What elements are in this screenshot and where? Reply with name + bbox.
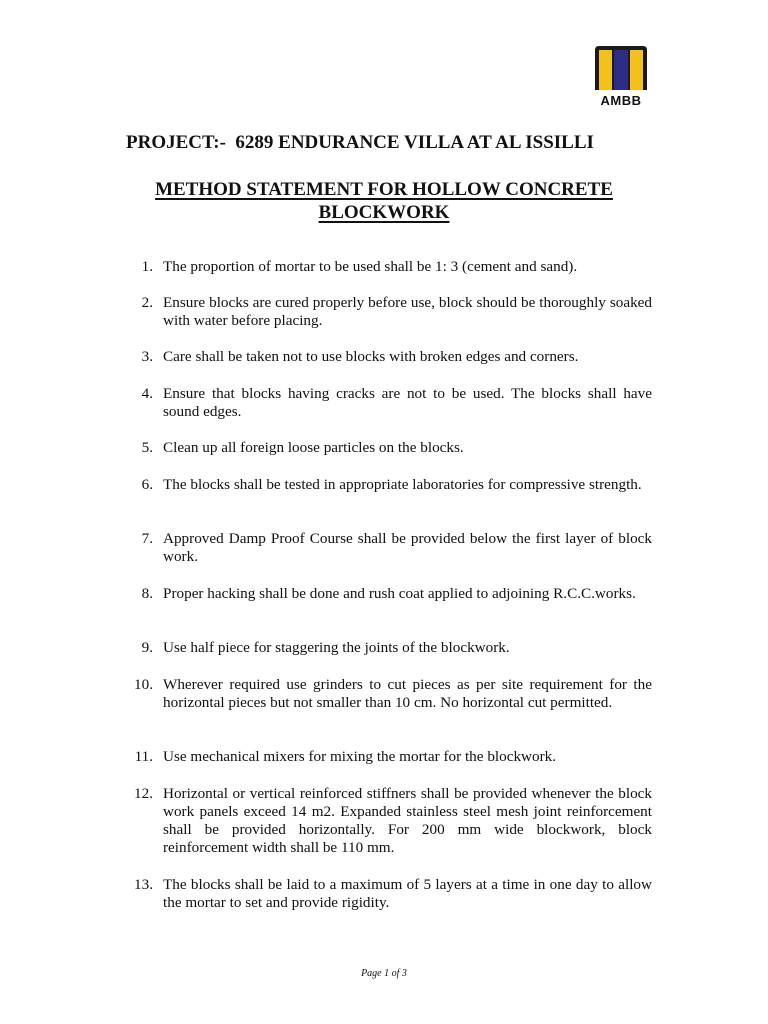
list-item-number: 3. bbox=[141, 348, 153, 365]
list-item-number: 12. bbox=[134, 785, 153, 802]
list-item bbox=[120, 748, 652, 766]
list-item-number: 7. bbox=[141, 530, 153, 547]
project-heading: PROJECT:- 6289 ENDURANCE VILLA AT AL ISSILLI bbox=[126, 132, 594, 153]
company-logo bbox=[593, 44, 649, 110]
list-item bbox=[120, 385, 652, 421]
list-item bbox=[120, 785, 652, 857]
list-item-text: Ensure blocks are cured properly before use, block should be thoroughly soaked with water before placing. bbox=[163, 294, 652, 329]
list-item-text: The proportion of mortar to be used shall be 1: 3 (cement and sand). bbox=[163, 258, 578, 275]
list-item-number: 6. bbox=[141, 476, 153, 493]
list-item-text: Wherever required use grinders to cut pieces as per site requirement for the horizontal pieces but not smaller than 10 cm. No horizontal cut permitted. bbox=[163, 676, 652, 711]
list-item-text: The blocks shall be laid to a maximum of 5 layers at a time in one day to allow the mortar to set and provide rigidity. bbox=[163, 876, 652, 911]
list-item bbox=[120, 676, 652, 712]
list-item-number: 13. bbox=[134, 876, 153, 893]
list-item-number: 11. bbox=[134, 748, 153, 765]
list-item bbox=[120, 876, 652, 912]
list-item-number: 9. bbox=[141, 639, 153, 656]
list-item-number: 4. bbox=[141, 385, 153, 402]
list-item bbox=[120, 476, 652, 494]
list-item bbox=[120, 258, 652, 276]
document-title bbox=[120, 178, 648, 224]
page-number: Page 1 of 3 bbox=[361, 968, 407, 979]
list-item-text: The blocks shall be tested in appropriate laboratories for compressive strength. bbox=[163, 476, 642, 493]
list-item-text: Clean up all foreign loose particles on the blocks. bbox=[163, 439, 464, 456]
list-item bbox=[120, 639, 652, 657]
list-item-text: Horizontal or vertical reinforced stiffners shall be provided whenever the block work panels exceed 14 m2. Expanded stainless steel mesh joint reinforcement shall be provided horizontally. For 200 mm wide blockwork, block reinforcement width shall be 110 mm. bbox=[163, 785, 652, 856]
list-item-text: Use mechanical mixers for mixing the mortar for the blockwork. bbox=[163, 748, 557, 765]
list-item-number: 10. bbox=[134, 676, 153, 693]
document-title-line-2: BLOCKWORK bbox=[318, 202, 450, 223]
list-item bbox=[120, 585, 652, 603]
list-item-number: 2. bbox=[141, 294, 153, 311]
list-item bbox=[120, 348, 652, 366]
list-item-text: Care shall be taken not to use blocks with broken edges and corners. bbox=[163, 348, 579, 365]
list-item bbox=[120, 439, 652, 457]
list-item bbox=[120, 294, 652, 330]
list-item-number: 5. bbox=[141, 439, 153, 456]
list-item-text: Use half piece for staggering the joints of the blockwork. bbox=[163, 639, 510, 656]
list-item-number: 8. bbox=[141, 585, 153, 602]
list-item-text: Proper hacking shall be done and rush coat applied to adjoining R.C.C.works. bbox=[163, 585, 636, 602]
ambb-logo-icon bbox=[593, 44, 649, 92]
list-item-text: Ensure that blocks having cracks are not to be used. The blocks shall have sound edges. bbox=[163, 385, 652, 420]
list-item bbox=[120, 530, 652, 566]
logo-text: AMBB bbox=[600, 93, 642, 108]
document-title-line-1: METHOD STATEMENT FOR HOLLOW CONCRETE bbox=[155, 179, 613, 200]
list-item-text: Approved Damp Proof Course shall be provided below the first layer of block work. bbox=[163, 530, 652, 565]
list-item-number: 1. bbox=[141, 258, 153, 275]
